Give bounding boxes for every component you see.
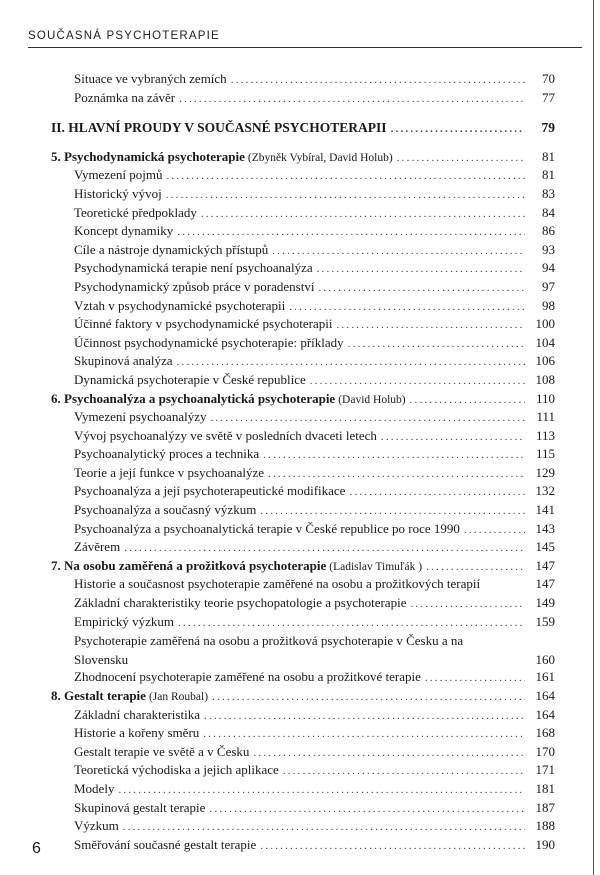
toc-entry-title: Koncept dynamiky [74,223,174,239]
dot-leader [397,152,525,164]
page-number: 6 [32,840,41,857]
toc-entry-title: Historický vývoj [74,185,162,201]
toc-section-entry [0,521,600,540]
dot-leader [166,189,525,201]
dot-leader [212,691,525,703]
toc-section-entry [0,800,600,819]
dot-leader [177,226,525,238]
dot-leader [272,245,525,257]
toc-entry-page: 159 [535,613,555,629]
toc-entry-page: 104 [535,334,555,350]
dot-leader [178,617,525,629]
toc-entry-title: Skupinová gestalt terapie [74,799,206,815]
toc-section-entry [0,818,600,837]
toc-entry-page: 100 [535,316,555,332]
toc-entry-page: 164 [535,706,555,722]
toc-entry-title: Účinnost psychodynamické psychoterapie: příklady [74,334,344,350]
toc-section-entry [0,614,600,633]
toc-entry-page: 106 [535,353,555,369]
toc-entry-title: Výzkum [74,818,119,834]
toc-entry-title: Gestalt terapie ve světě a v Česku [74,743,250,759]
toc-entry-author: (Zbyněk Vybíral, David Holub) [247,151,393,164]
toc-entry-title: 6. Psychoanalýza a psychoanalytická psychoterapie [51,390,336,406]
toc-section-entry [0,762,600,781]
toc-chapter-entry [0,149,600,168]
dot-leader [260,505,525,517]
dot-leader [253,747,525,759]
toc-entry-page: 79 [541,120,555,136]
dot-leader [179,93,525,105]
dot-leader [260,840,525,852]
toc-entry-title: Teoretické předpoklady [74,204,197,220]
toc-section-entry [0,744,600,763]
toc-section-entry [0,837,600,856]
toc-entry-title: Historie a kořeny směru [74,725,200,741]
toc-entry-page: 97 [542,278,555,294]
toc-entry-title: Poznámka na závěr [74,89,176,105]
toc-section-entry [0,707,600,726]
toc-section-entry [0,669,600,688]
toc-entry-page: 170 [535,743,555,759]
toc-section-entry [0,595,600,614]
toc-section-entry [0,186,600,205]
dot-leader [231,74,525,86]
toc-section-entry [0,539,600,558]
dot-leader [410,394,525,406]
dot-leader [124,542,525,554]
toc-entry-title: Teorie a její funkce v psychoanalýze [74,464,265,480]
dot-leader [336,319,525,331]
toc-entry-title: Závěrem [74,539,121,555]
toc-entry-page: 129 [535,464,555,480]
dot-leader [349,486,525,498]
dot-leader [263,449,525,461]
toc-entry-page: 70 [542,71,555,86]
toc-entry-page: 93 [542,241,555,257]
dot-leader [118,784,525,796]
toc-entry-page: 111 [536,409,555,425]
toc-entry-page: 81 [542,167,555,183]
toc-entry-author: (Jan Roubal) [148,691,209,703]
toc-entry-page: 164 [535,688,555,703]
toc-section-entry [0,781,600,800]
toc-entry-page: 160 [535,651,555,667]
toc-entry-title: 8. Gestalt terapie [51,688,146,703]
toc-section-entry [0,298,600,317]
dot-leader [426,561,525,573]
toc-entry-page: 110 [535,390,555,406]
dot-leader [318,282,525,294]
toc-entry-page: 149 [535,595,555,611]
toc-entry-title: Situace ve vybraných zemích [74,71,227,86]
toc-entry-title: Historie a současnost psychoterapie zaměřené na osobu a prožitkových terapií [74,576,481,592]
toc-entry-title: Psychoanalýza a psychoanalytická terapie v České republice po roce 1990 [74,520,460,536]
toc-entry-page: 77 [542,89,555,105]
toc-entry-page: 187 [535,799,555,815]
toc-section-entry [0,446,600,465]
dot-leader [209,803,525,815]
dot-leader [310,375,525,387]
toc-entry-title: Skupinová analýza [74,353,173,369]
toc-entry-page: 190 [535,836,555,852]
dot-leader [464,524,525,536]
toc-section-entry [0,71,600,90]
toc-part-heading [0,120,600,139]
toc-section-entry [0,725,600,744]
toc-entry-title: Psychoterapie zaměřená na osobu a prožitková psychoterapie v Česku a na Slovensku [74,633,464,667]
toc-section-entry [0,372,600,391]
toc-entry-title: Empirický výzkum [74,613,175,629]
table-of-contents [0,71,600,855]
header-rule [28,47,582,48]
toc-section-entry [0,428,600,447]
toc-entry-title: Vztah v psychodynamické psychoterapii [74,297,286,313]
dot-leader [203,728,525,740]
toc-entry-title: 7. Na osobu zaměřená a prožitková psychoterapie [51,557,327,573]
toc-entry-title: Psychoanalýza a její psychoterapeutické modifikace [74,483,346,499]
toc-entry-page: 108 [535,371,555,387]
toc-chapter-entry [0,391,600,410]
dot-leader [348,338,525,350]
toc-section-entry [0,632,600,669]
dot-leader [391,123,525,135]
dot-leader [289,301,525,313]
toc-section-entry [0,167,600,186]
toc-section-entry [0,90,600,109]
toc-section-entry [0,409,600,428]
toc-entry-page: 168 [535,725,555,741]
toc-entry-title: Psychoanalytický proces a technika [74,446,260,462]
toc-entry-author: (Ladislav Timuľák ) [329,560,423,573]
toc-entry-page: 113 [535,427,555,443]
toc-section-entry [0,279,600,298]
toc-chapter-entry [0,688,600,707]
toc-entry-page: 141 [535,502,555,518]
toc-entry-page: 171 [535,762,555,778]
dot-leader [177,356,525,368]
dot-leader [166,170,525,182]
toc-section-entry [0,205,600,224]
dot-leader [268,468,525,480]
toc-entry-page: 161 [535,669,555,685]
toc-entry-title: Základní charakteristika [74,706,200,722]
toc-entry-title: Psychodynamický způsob práce v poradenství [74,278,315,294]
toc-entry-title: 5. Psychodynamická psychoterapie [51,148,245,164]
toc-entry-page: 81 [542,148,555,164]
toc-entry-page: 181 [535,780,555,796]
toc-entry-title: Psychodynamická terapie není psychoanalýza [74,260,313,276]
dot-leader [381,431,525,443]
toc-entry-title: Základní charakteristiky teorie psychopatologie a psychoterapie [74,595,407,611]
dot-leader [410,598,525,610]
toc-section-entry [0,502,600,521]
toc-section-entry [0,242,600,261]
toc-section-entry [0,260,600,279]
toc-entry-title: Vymezení psychoanalýzy [74,409,207,425]
toc-entry-title: Účinné faktory v psychodynamické psychoterapii [74,316,333,332]
toc-entry-title: Teoretická východiska a jejich aplikace [74,762,279,778]
toc-entry-title: II. HLAVNÍ PROUDY V SOUČASNÉ PSYCHOTERAPII [51,120,387,136]
toc-entry-title: Směřování současné gestalt terapie [74,836,257,852]
toc-section-entry [0,316,600,335]
toc-section-entry [0,465,600,484]
dot-leader [317,263,525,275]
dot-leader [425,672,525,684]
toc-entry-page: 84 [542,204,555,220]
toc-entry-page: 147 [535,557,555,573]
toc-section-entry [0,335,600,354]
toc-entry-page: 86 [542,223,555,239]
dot-leader [123,821,525,833]
toc-entry-page: 83 [542,185,555,201]
toc-entry-page: 132 [535,483,555,499]
dot-leader [201,208,525,220]
dot-leader [204,710,525,722]
toc-entry-page: 188 [535,818,555,834]
dot-leader [210,412,525,424]
toc-entry-page: 115 [535,446,555,462]
toc-chapter-entry [0,558,600,577]
toc-entry-title: Zhodnocení psychoterapie zaměřené na osobu a prožitkové terapie [74,669,421,685]
toc-entry-title: Dynamická psychoterapie v České republice [74,371,306,387]
toc-entry-page: 94 [542,260,555,276]
toc-section-entry [0,223,600,242]
running-header: SOUČASNÁ PSYCHOTERAPIE [28,30,220,42]
toc-entry-title: Modely [74,780,115,796]
toc-entry-page: 143 [535,520,555,536]
toc-section-entry [0,353,600,372]
toc-entry-author: (David Holub) [338,393,406,406]
toc-section-entry [0,576,600,595]
dot-leader [283,765,525,777]
toc-section-entry [0,483,600,502]
toc-entry-page: 98 [542,297,555,313]
toc-entry-title: Psychoanalýza a současný výzkum [74,502,257,518]
toc-entry-title: Vymezení pojmů [74,167,163,183]
toc-entry-page: 145 [535,539,555,555]
toc-entry-title: Vývoj psychoanalýzy ve světě v posledních dvaceti letech [74,427,377,443]
toc-entry-title: Cíle a nástroje dynamických přístupů [74,241,269,257]
toc-entry-page: 147 [535,576,555,592]
